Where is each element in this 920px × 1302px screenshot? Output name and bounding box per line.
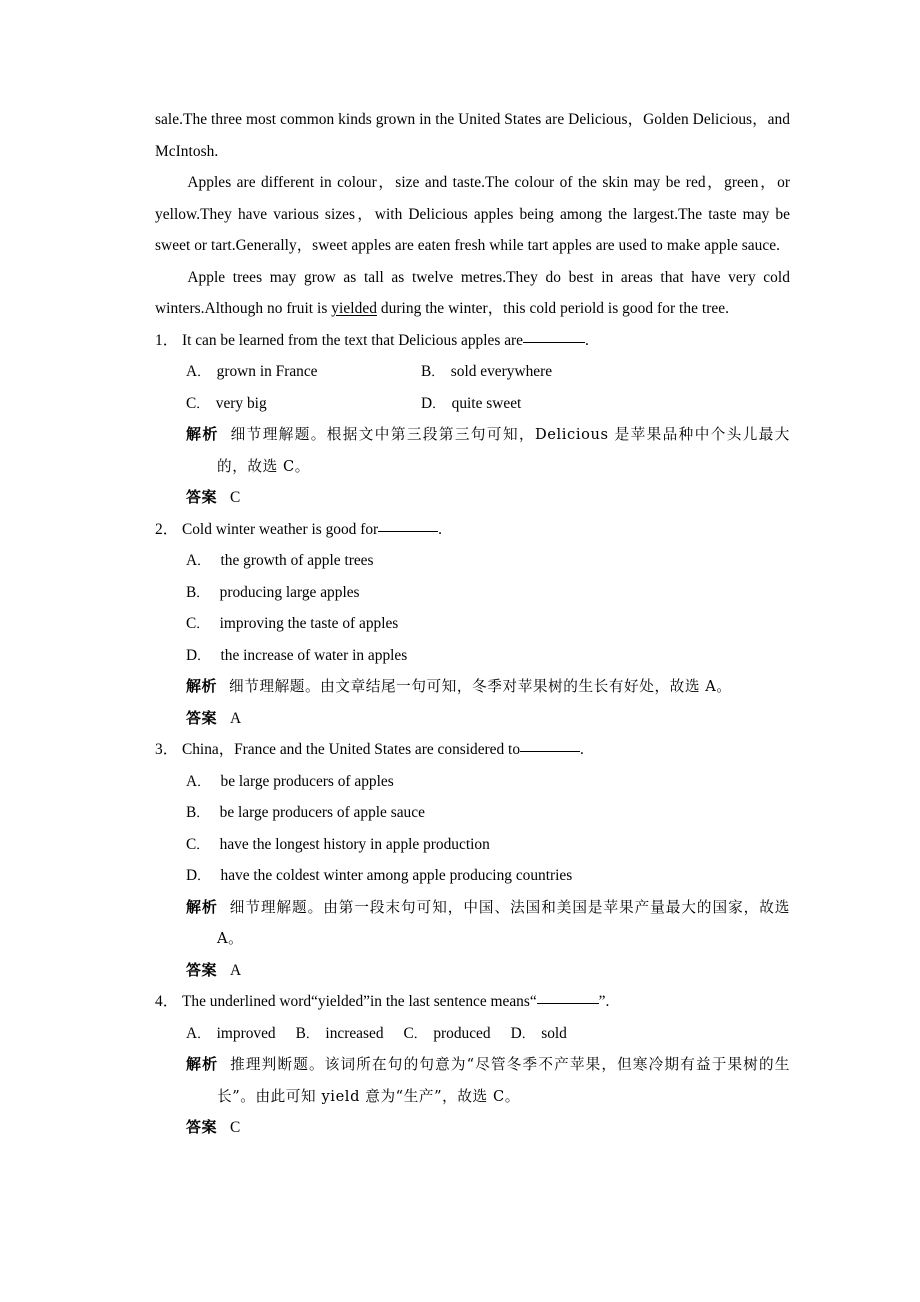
reading-passage <box>155 104 790 325</box>
option-b-dot: ． <box>196 584 209 600</box>
option-d-label: D <box>421 394 433 412</box>
option-c-dot: ． <box>196 395 209 411</box>
question-4-stem-text: The underlined word“yielded”in the last sentence means“ <box>181 993 537 1010</box>
question-2-analysis-text: 细节理解题。由文章结尾一句可知，冬季对苹果树的生长有好处，故选 A。 <box>229 678 732 695</box>
question-4-options <box>155 1018 790 1050</box>
question-1-stem-text: It can be learned from the text that Delicious apples are <box>181 331 523 349</box>
question-3-options <box>155 766 790 892</box>
option-row <box>155 545 790 577</box>
option-d-text: sold <box>541 1024 567 1042</box>
question-1-analysis <box>155 419 790 482</box>
option-d-dot: ． <box>197 647 210 663</box>
passage-text-before-underline: Apple trees may grow as tall as twelve metres.They do best in areas that have very cold winters.Although no fruit is <box>155 268 790 317</box>
option-a-text: the growth of apple trees <box>220 552 374 569</box>
option-d[interactable] <box>421 388 521 420</box>
question-2-answer <box>155 703 790 735</box>
option-c[interactable] <box>186 388 421 420</box>
option-b-label: B <box>295 1024 306 1042</box>
option-c-label: C <box>186 835 197 853</box>
option-c-text: have the longest history in apple production <box>219 835 490 853</box>
option-a-dot: ． <box>197 1025 210 1041</box>
option-row <box>155 860 790 892</box>
analysis-label: 解析 <box>186 425 219 443</box>
option-d-text: have the coldest winter among apple producing countries <box>220 867 573 884</box>
option-row <box>155 640 790 672</box>
question-4-number: 4 <box>155 993 163 1010</box>
option-b-label: B <box>421 363 432 380</box>
question-4-stem-tail: ”. <box>598 993 610 1010</box>
option-d-label: D <box>186 646 198 664</box>
option-a-text: grown in France <box>216 363 318 380</box>
passage-paragraph-1: sale.The three most common kinds grown in the United States are Delicious，Golden Delicious，and McIntosh. <box>155 111 790 160</box>
analysis-label: 解析 <box>186 1055 219 1073</box>
answer-label: 答案 <box>186 488 218 506</box>
question-4-analysis-text: 推理判断题。该词所在句的句意为“尽管冬季不产苹果，但寒冷期有益于果树的生长”。由此可知 yield 意为“生产”，故选 C。 <box>217 1056 790 1105</box>
question-1-stem <box>155 325 790 357</box>
option-b-dot: ． <box>431 364 444 379</box>
option-b-label: B <box>186 583 197 601</box>
option-d-text: the increase of water in apples <box>220 646 408 664</box>
question-2-options <box>155 545 790 671</box>
passage-paragraph-2: Apples are different in colour，size and taste.The colour of the skin may be red，green，or yellow.They have various sizes，with Delicious apples being among the largest.The taste may be sweet or tart.Generally，sweet apples are eaten fresh while tart apples are used to make apple sauce. <box>155 174 790 254</box>
option-c-text: improving the taste of apples <box>219 615 399 632</box>
option-row <box>155 356 790 388</box>
option-b-text: sold everywhere <box>450 363 553 380</box>
question-4-blank <box>537 1003 599 1004</box>
question-1-answer <box>155 482 790 514</box>
question-1 <box>155 325 790 514</box>
option-c-label: C <box>403 1024 414 1042</box>
option-d-text: quite sweet <box>451 394 522 412</box>
question-3 <box>155 734 790 986</box>
question-2-stem-text: Cold winter weather is good for <box>181 520 379 538</box>
option-row <box>155 766 790 798</box>
option-d-label: D <box>510 1024 522 1042</box>
question-3-stem-text: China，France and the United States are considered to <box>181 741 521 758</box>
option-c[interactable] <box>186 608 398 640</box>
question-2 <box>155 514 790 735</box>
option-a-text: improved <box>216 1024 276 1042</box>
option-c-dot: ． <box>413 1025 427 1041</box>
question-3-answer <box>155 955 790 987</box>
option-d-dot: ． <box>197 868 210 883</box>
option-d[interactable] <box>186 640 407 672</box>
option-b[interactable] <box>421 356 552 388</box>
question-1-number: 1 <box>155 331 163 349</box>
option-row <box>155 388 790 420</box>
option-b-dot: ． <box>196 805 209 820</box>
option-b-text: increased <box>325 1024 384 1042</box>
option-c-text: very big <box>215 394 267 412</box>
question-3-blank <box>520 751 580 752</box>
question-3-stem-tail: . <box>580 741 584 758</box>
question-1-blank <box>523 342 585 343</box>
question-3-number-dot: ． <box>162 741 179 758</box>
question-2-number-dot: ． <box>162 520 179 538</box>
option-d[interactable] <box>186 860 572 892</box>
option-c[interactable] <box>186 829 490 861</box>
option-b-label: B <box>186 804 197 821</box>
option-row <box>155 829 790 861</box>
option-c-label: C <box>186 615 197 632</box>
question-2-answer-value: A <box>230 709 242 727</box>
option-a-dot: ． <box>197 773 210 789</box>
option-row <box>155 577 790 609</box>
answer-label: 答案 <box>186 1118 218 1136</box>
question-4-answer <box>155 1112 790 1144</box>
question-1-stem-tail: . <box>584 331 589 349</box>
option-b[interactable] <box>186 797 425 829</box>
option-b[interactable] <box>186 577 360 609</box>
option-a-label: A <box>186 1024 198 1042</box>
question-1-analysis-text: 细节理解题。根据文中第三段第三句可知，Delicious 是苹果品种中个头儿最大的，故选 C。 <box>217 426 790 475</box>
option-a-label: A <box>186 363 198 380</box>
option-d[interactable] <box>511 1018 567 1050</box>
option-row <box>155 608 790 640</box>
question-2-stem-tail: . <box>438 520 443 538</box>
option-a[interactable] <box>186 1018 276 1050</box>
option-a[interactable] <box>186 356 421 388</box>
option-d-label: D <box>186 867 198 884</box>
option-d-dot: ． <box>521 1025 535 1041</box>
option-c-text: produced <box>433 1024 491 1042</box>
question-3-analysis-text: 细节理解题。由第一段末句可知，中国、法国和美国是苹果产量最大的国家，故选 A。 <box>217 898 790 947</box>
option-a[interactable] <box>186 766 394 798</box>
question-3-analysis <box>155 892 790 955</box>
option-b[interactable] <box>296 1018 384 1050</box>
question-1-answer-value: C <box>230 489 241 506</box>
question-4-analysis <box>155 1049 790 1112</box>
question-4-stem <box>155 986 790 1018</box>
option-a-text: be large producers of apples <box>220 772 394 790</box>
option-a-dot: ． <box>197 553 210 568</box>
option-row <box>155 1018 790 1050</box>
question-3-number: 3 <box>155 741 163 758</box>
question-4-number-dot: ． <box>162 993 179 1010</box>
option-a-dot: ． <box>197 364 210 379</box>
option-a[interactable] <box>186 545 374 577</box>
option-d-dot: ． <box>432 395 445 411</box>
question-3-stem <box>155 734 790 766</box>
option-a-label: A <box>186 552 198 569</box>
question-1-number-dot: ． <box>162 331 179 349</box>
option-c-label: C <box>186 394 197 412</box>
question-3-answer-value: A <box>230 961 242 979</box>
passage-text-after-underline: during the winter，this cold periold is good for the tree. <box>376 300 730 317</box>
option-row <box>155 797 790 829</box>
question-4-answer-value: C <box>230 1119 241 1136</box>
underlined-word-yielded: yielded <box>331 300 377 317</box>
question-2-stem <box>155 514 790 546</box>
option-b-text: producing large apples <box>219 583 360 601</box>
answer-label: 答案 <box>186 708 218 727</box>
question-2-number: 2 <box>155 520 163 538</box>
question-2-analysis <box>155 671 790 703</box>
question-2-blank <box>378 531 438 532</box>
passage-paragraph-3 <box>155 262 790 325</box>
option-b-dot: ． <box>305 1025 319 1041</box>
option-b-text: be large producers of apple sauce <box>219 804 425 821</box>
option-c[interactable] <box>404 1018 491 1050</box>
option-c-dot: ． <box>196 836 209 852</box>
question-4 <box>155 986 790 1144</box>
question-1-options <box>155 356 790 419</box>
option-c-dot: ． <box>196 616 209 631</box>
option-a-label: A <box>186 772 198 790</box>
answer-label: 答案 <box>186 960 218 979</box>
analysis-label: 解析 <box>186 677 218 695</box>
analysis-label: 解析 <box>186 897 218 916</box>
